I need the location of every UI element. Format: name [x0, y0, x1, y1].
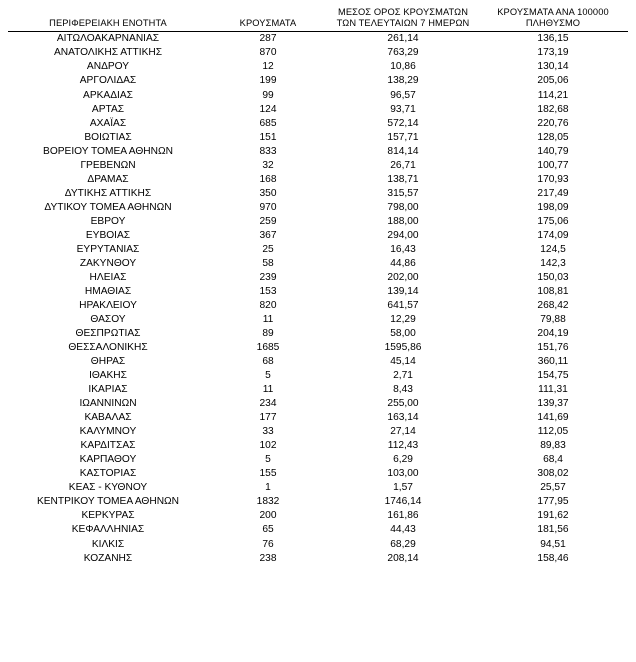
- cell-cases: 820: [259, 299, 277, 311]
- cell-average-7days: 6,29: [393, 454, 413, 466]
- cell-average-7days: 1,57: [393, 482, 413, 494]
- table-row: [8, 131, 628, 145]
- cell-cases: 25: [262, 243, 274, 255]
- cell-average-7days: 26,71: [390, 159, 416, 171]
- table-row: [8, 271, 628, 285]
- cell-region: ΘΕΣΠΡΩΤΙΑΣ: [75, 328, 141, 340]
- cell-cases: 239: [259, 271, 277, 283]
- table-row: [8, 117, 628, 131]
- cell-region: ΘΗΡΑΣ: [90, 356, 126, 368]
- regional-cases-table: [8, 6, 628, 566]
- cell-cases: 685: [259, 117, 277, 129]
- cell-region: ΔΥΤΙΚΟΥ ΤΟΜΕΑ ΑΘΗΝΩΝ: [44, 201, 172, 213]
- cell-cases: 68: [262, 356, 274, 368]
- cell-cases: 1685: [256, 342, 280, 354]
- cell-region: ΕΥΒΟΙΑΣ: [85, 229, 131, 241]
- cell-average-7days: 572,14: [387, 117, 419, 129]
- cell-region: ΚΑΛΥΜΝΟΥ: [79, 426, 137, 438]
- cell-cases: 153: [259, 285, 277, 297]
- cell-region: ΘΕΣΣΑΛΟΝΙΚΗΣ: [68, 342, 148, 354]
- cell-cases: 238: [259, 552, 277, 564]
- column-header-per-100000: ΚΡΟΥΣΜΑΤΑ ΑΝΑ 100000 ΠΛΗΘΥΣΜΟ: [478, 6, 628, 32]
- cell-region: ΑΝΔΡΟΥ: [86, 61, 130, 73]
- cell-cases: 5: [265, 454, 271, 466]
- cell-region: ΑΡΚΑΔΙΑΣ: [83, 89, 133, 101]
- cell-region: ΑΡΤΑΣ: [91, 103, 125, 115]
- cell-region: ΑΝΑΤΟΛΙΚΗΣ ΑΤΤΙΚΗΣ: [53, 47, 163, 59]
- table-body: [8, 32, 628, 566]
- table-row: [8, 32, 628, 47]
- cell-region: ΒΟΙΩΤΙΑΣ: [84, 131, 132, 143]
- cell-per-100000: 217,49: [537, 187, 569, 199]
- cell-per-100000: 112,05: [537, 426, 569, 438]
- cell-average-7days: 12,29: [390, 314, 416, 325]
- cell-per-100000: 124,5: [540, 243, 566, 255]
- cell-region: ΕΒΡΟΥ: [90, 215, 126, 227]
- cell-region: ΗΡΑΚΛΕΙΟΥ: [79, 299, 137, 311]
- table-row: [8, 159, 628, 173]
- cell-per-100000: 308,02: [537, 468, 569, 480]
- cell-region: ΚΕΝΤΡΙΚΟΥ ΤΟΜΕΑ ΑΘΗΝΩΝ: [36, 496, 180, 508]
- cell-average-7days: 315,57: [387, 187, 419, 199]
- table-row: [8, 243, 628, 257]
- cell-region: ΗΜΑΘΙΑΣ: [84, 285, 132, 297]
- cell-average-7days: 161,86: [387, 510, 419, 522]
- table-row: [8, 103, 628, 117]
- table-row: [8, 89, 628, 103]
- table-row: [8, 397, 628, 411]
- cell-region: ΙΩΑΝΝΙΝΩΝ: [79, 398, 137, 410]
- cell-cases: 65: [262, 524, 274, 536]
- cell-region: ΘΑΣΟΥ: [90, 314, 126, 325]
- cell-average-7days: 138,29: [387, 75, 419, 87]
- cell-cases: 870: [259, 47, 277, 59]
- cell-region: ΔΡΑΜΑΣ: [87, 173, 129, 185]
- cell-average-7days: 1746,14: [384, 496, 422, 508]
- cell-average-7days: 58,00: [390, 328, 416, 340]
- table-row: [8, 173, 628, 187]
- cell-per-100000: 114,21: [537, 89, 569, 101]
- cell-cases: 5: [265, 370, 271, 382]
- cell-per-100000: 175,06: [537, 215, 569, 227]
- cell-region: ΑΡΓΟΛΙΔΑΣ: [79, 75, 137, 87]
- cell-average-7days: 202,00: [387, 271, 419, 283]
- table-row: [8, 495, 628, 509]
- cell-cases: 1: [265, 482, 271, 494]
- table-row: [8, 215, 628, 229]
- table-row: [8, 481, 628, 495]
- cell-per-100000: 177,95: [537, 496, 569, 508]
- cell-region: ΚΑΣΤΟΡΙΑΣ: [79, 468, 137, 480]
- table-row: [8, 327, 628, 341]
- cell-per-100000: 268,42: [537, 299, 569, 311]
- cell-average-7days: 16,43: [390, 243, 416, 255]
- cell-cases: 12: [262, 61, 274, 73]
- table-row: [8, 74, 628, 88]
- cell-cases: 287: [259, 33, 277, 45]
- cell-per-100000: 142,3: [540, 257, 566, 269]
- cell-per-100000: 79,88: [540, 314, 566, 325]
- table-row: [8, 411, 628, 425]
- cell-per-100000: 128,05: [537, 131, 569, 143]
- cell-cases: 177: [259, 412, 277, 424]
- cell-per-100000: 150,03: [537, 271, 569, 283]
- table-row: [8, 60, 628, 74]
- cell-cases: 970: [259, 201, 277, 213]
- cell-region: ΓΡΕΒΕΝΩΝ: [80, 159, 136, 171]
- cell-per-100000: 360,11: [537, 356, 569, 368]
- cell-per-100000: 174,09: [537, 229, 569, 241]
- cell-region: ΕΥΡΥΤΑΝΙΑΣ: [76, 243, 140, 255]
- cell-average-7days: 255,00: [387, 398, 419, 410]
- cell-per-100000: 136,15: [537, 33, 569, 45]
- cell-per-100000: 182,68: [537, 103, 569, 115]
- cell-cases: 833: [259, 145, 277, 157]
- table-row: [8, 425, 628, 439]
- cell-cases: 32: [262, 159, 274, 171]
- cell-cases: 11: [262, 314, 274, 325]
- cell-region: ΚΟΖΑΝΗΣ: [83, 552, 133, 564]
- cell-per-100000: 141,69: [537, 412, 569, 424]
- cell-cases: 234: [259, 398, 277, 410]
- table-row: [8, 257, 628, 271]
- cell-average-7days: 163,14: [387, 412, 419, 424]
- cell-per-100000: 89,83: [540, 440, 566, 452]
- cell-average-7days: 10,86: [390, 61, 416, 73]
- cell-region: ΙΚΑΡΙΑΣ: [88, 384, 128, 396]
- cell-per-100000: 154,75: [537, 370, 569, 382]
- cell-per-100000: 108,81: [537, 285, 569, 297]
- table-row: [8, 313, 628, 327]
- cell-cases: 155: [259, 468, 277, 480]
- cell-cases: 33: [262, 426, 274, 438]
- cell-cases: 99: [262, 89, 274, 101]
- cell-average-7days: 139,14: [387, 285, 419, 297]
- cell-cases: 200: [259, 510, 277, 522]
- cell-per-100000: 94,51: [540, 538, 566, 550]
- cell-region: ΚΕΑΣ - ΚΥΘΝΟΥ: [68, 482, 148, 494]
- cell-region: ΑΧΑΪΑΣ: [89, 117, 127, 129]
- table-row: [8, 201, 628, 215]
- cell-average-7days: 138,71: [387, 173, 419, 185]
- cell-average-7days: 294,00: [387, 229, 419, 241]
- column-header-average-7days: ΜΕΣΟΣ ΟΡΟΣ ΚΡΟΥΣΜΑΤΩΝ ΤΩΝ ΤΕΛΕΥΤΑΙΩΝ 7 ΗΜΕΡΩΝ: [328, 6, 478, 32]
- cell-average-7days: 188,00: [387, 215, 419, 227]
- cell-cases: 76: [262, 538, 274, 550]
- cell-per-100000: 68,4: [543, 454, 563, 466]
- cell-average-7days: 208,14: [387, 552, 419, 564]
- cell-average-7days: 44,43: [390, 524, 416, 536]
- table-row: [8, 299, 628, 313]
- cell-per-100000: 158,46: [537, 552, 569, 564]
- cell-average-7days: 93,71: [390, 103, 416, 115]
- cell-per-100000: 220,76: [537, 117, 569, 129]
- table-row: [8, 341, 628, 355]
- cell-region: ΙΘΑΚΗΣ: [89, 370, 127, 382]
- table-row: [8, 467, 628, 481]
- cell-per-100000: 139,37: [537, 398, 569, 410]
- cell-cases: 58: [262, 257, 274, 269]
- table-row: [8, 355, 628, 369]
- cell-region: ΚΕΦΑΛΛΗΝΙΑΣ: [71, 524, 145, 536]
- cell-average-7days: 45,14: [390, 356, 416, 368]
- cell-cases: 151: [259, 131, 277, 143]
- cell-region: ΚΙΛΚΙΣ: [91, 538, 125, 550]
- cell-region: ΚΑΒΑΛΑΣ: [84, 412, 132, 424]
- cell-region: ΚΕΡΚΥΡΑΣ: [81, 510, 135, 522]
- table-row: [8, 229, 628, 243]
- table-row: [8, 552, 628, 566]
- cell-region: ΗΛΕΙΑΣ: [89, 271, 127, 283]
- cell-average-7days: 2,71: [393, 370, 413, 382]
- table-row: [8, 187, 628, 201]
- cell-region: ΔΥΤΙΚΗΣ ΑΤΤΙΚΗΣ: [64, 187, 152, 199]
- table-row: [8, 383, 628, 397]
- cell-average-7days: 798,00: [387, 201, 419, 213]
- table-row: [8, 509, 628, 523]
- table-row: [8, 538, 628, 552]
- cell-cases: 350: [259, 187, 277, 199]
- cell-average-7days: 27,14: [390, 426, 416, 438]
- cell-average-7days: 814,14: [387, 145, 419, 157]
- cell-average-7days: 261,14: [387, 33, 419, 45]
- table-row: [8, 145, 628, 159]
- cell-per-100000: 140,79: [537, 145, 569, 157]
- cell-region: ΒΟΡΕΙΟΥ ΤΟΜΕΑ ΑΘΗΝΩΝ: [43, 145, 173, 157]
- cell-cases: 102: [259, 440, 277, 452]
- cell-average-7days: 8,43: [393, 384, 413, 396]
- table-row: [8, 523, 628, 537]
- column-header-cases: ΚΡΟΥΣΜΑΤΑ: [208, 6, 328, 32]
- cell-per-100000: 111,31: [538, 384, 568, 396]
- cell-per-100000: 173,19: [537, 47, 569, 59]
- cell-average-7days: 763,29: [387, 47, 419, 59]
- cell-average-7days: 103,00: [387, 468, 419, 480]
- cell-per-100000: 151,76: [537, 342, 569, 354]
- cell-average-7days: 68,29: [390, 538, 416, 550]
- cell-average-7days: 96,57: [390, 89, 416, 101]
- cell-average-7days: 157,71: [387, 131, 419, 143]
- cell-cases: 367: [259, 229, 277, 241]
- cell-per-100000: 181,56: [537, 524, 569, 536]
- cell-cases: 89: [262, 328, 274, 340]
- cell-cases: 124: [259, 103, 277, 115]
- cell-cases: 199: [259, 75, 277, 87]
- cell-per-100000: 100,77: [537, 159, 569, 171]
- table-row: [8, 439, 628, 453]
- table-row: [8, 285, 628, 299]
- cell-cases: 1832: [256, 496, 280, 508]
- table-row: [8, 46, 628, 60]
- table-row: [8, 453, 628, 467]
- cell-region: ΚΑΡΔΙΤΣΑΣ: [80, 440, 136, 452]
- table-row: [8, 369, 628, 383]
- cell-region: ΚΑΡΠΑΘΟΥ: [79, 454, 137, 466]
- cell-per-100000: 25,57: [540, 482, 566, 494]
- cell-cases: 259: [259, 215, 277, 227]
- cell-per-100000: 204,19: [537, 328, 569, 340]
- cell-average-7days: 112,43: [387, 440, 419, 452]
- column-header-region: ΠΕΡΙΦΕΡΕΙΑΚΗ ΕΝΟΤΗΤΑ: [8, 6, 208, 32]
- cell-average-7days: 1595,86: [384, 342, 422, 354]
- cell-average-7days: 641,57: [387, 299, 419, 311]
- cell-region: ΖΑΚΥΝΘΟΥ: [79, 257, 137, 269]
- cell-cases: 11: [262, 384, 274, 396]
- table-header: [8, 6, 628, 32]
- cell-average-7days: 44,86: [390, 257, 416, 269]
- cell-per-100000: 170,93: [537, 173, 569, 185]
- cell-per-100000: 191,62: [537, 510, 569, 522]
- cell-per-100000: 130,14: [537, 61, 569, 73]
- cell-per-100000: 205,06: [537, 75, 569, 87]
- cell-cases: 168: [259, 173, 277, 185]
- cell-region: ΑΙΤΩΛΟΑΚΑΡΝΑΝΙΑΣ: [56, 33, 160, 45]
- cell-per-100000: 198,09: [537, 201, 569, 213]
